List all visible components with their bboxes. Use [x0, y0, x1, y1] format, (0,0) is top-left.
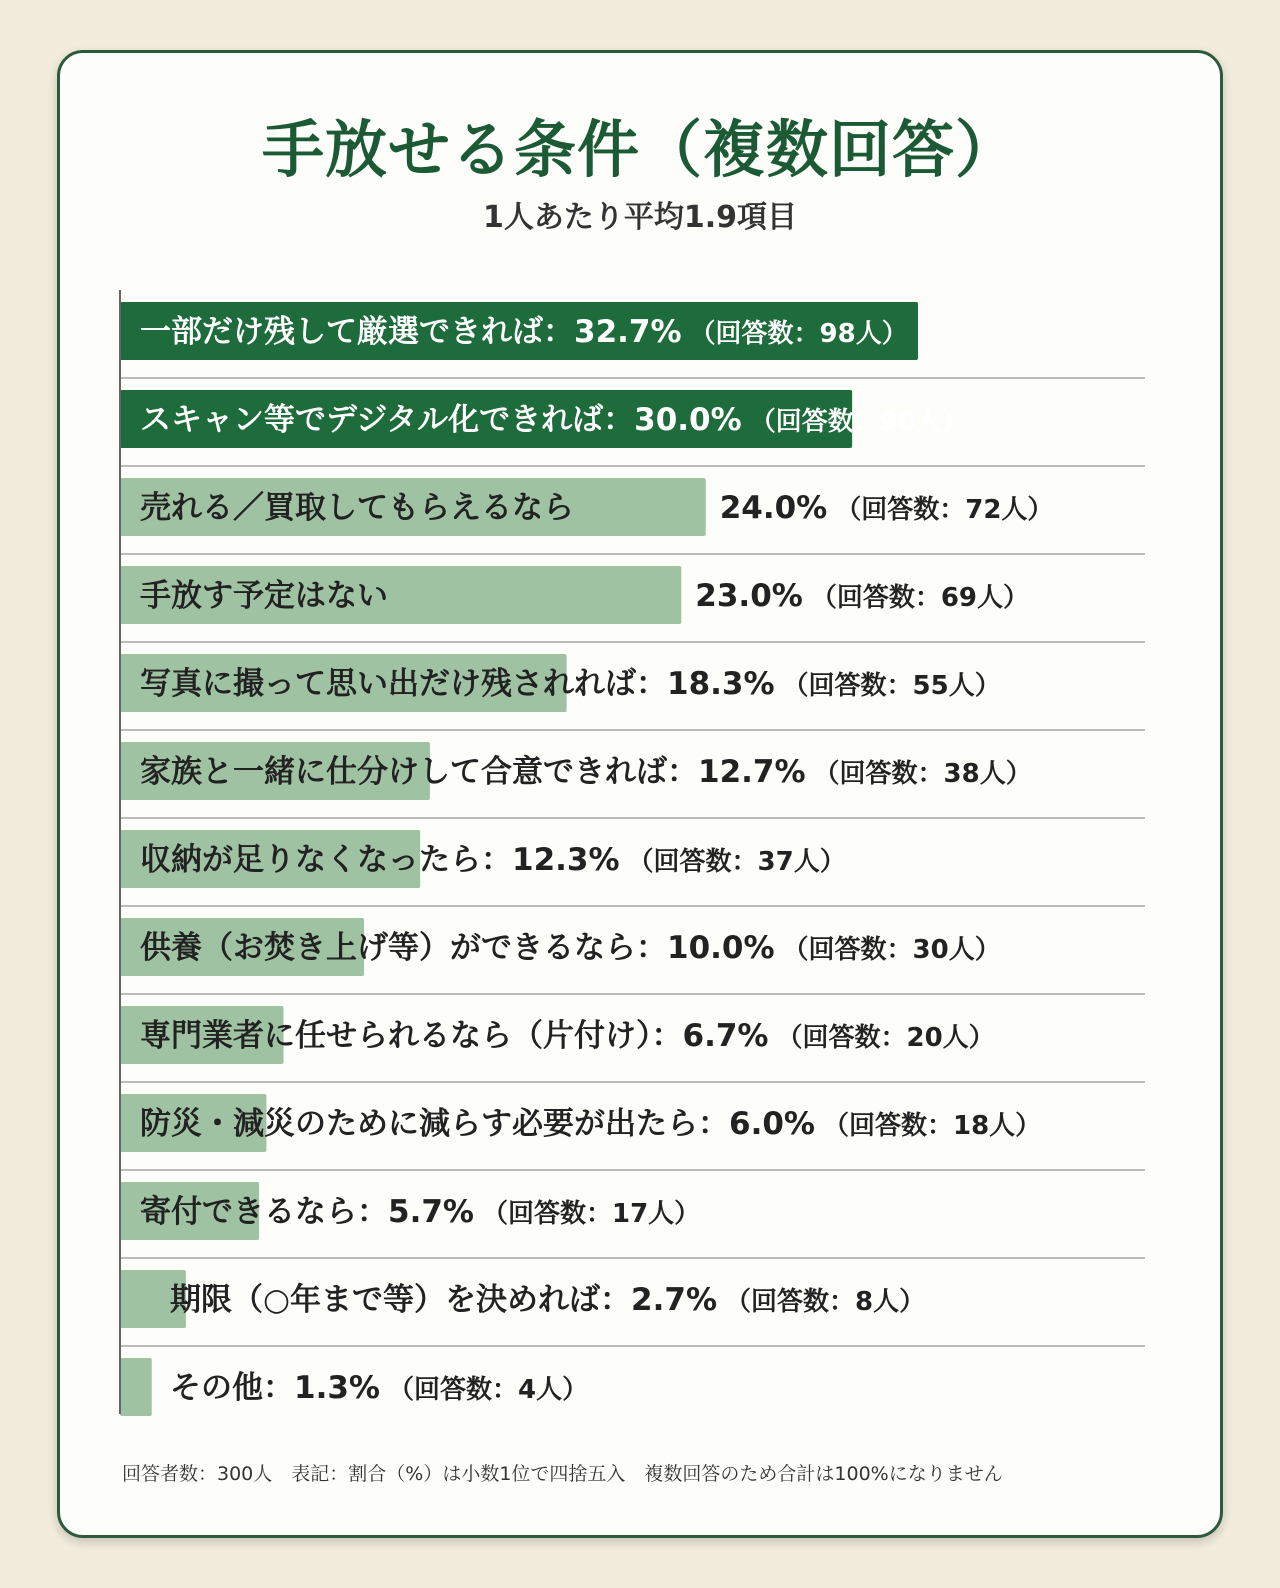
count-label-0: （回答数：98人）	[689, 319, 908, 349]
category-label-6: 収納が足りなくなったら：12.3%	[140, 842, 620, 878]
value-label-2: 24.0%	[719, 490, 828, 526]
bar-12	[120, 1358, 152, 1416]
count-label-2: （回答数：72人）	[835, 495, 1054, 525]
bar-label-1	[140, 402, 968, 438]
bar-label-10	[140, 1194, 700, 1230]
count-label-1: （回答数：90人）	[749, 407, 968, 437]
category-label-10: 寄付できるなら：5.7%	[140, 1194, 474, 1230]
category-label-3: 手放す予定はない	[140, 578, 388, 614]
category-label-7: 供養（お焚き上げ等）ができるなら：10.0%	[140, 930, 775, 966]
bar-label-9	[140, 1106, 1041, 1142]
count-label-8: （回答数：20人）	[776, 1023, 995, 1053]
count-label-5: （回答数：38人）	[813, 759, 1032, 789]
category-label-11: 期限（○年まで等）を決めれば：2.7%	[170, 1282, 718, 1318]
count-label-7: （回答数：30人）	[782, 935, 1001, 965]
count-label-4: （回答数：55人）	[782, 671, 1001, 701]
category-label-8: 専門業者に任せられるなら（片付け）：6.7%	[140, 1018, 769, 1054]
bar-label-7	[140, 930, 1001, 966]
count-label-11: （回答数：8人）	[725, 1287, 926, 1317]
category-label-5: 家族と一緒に仕分けして合意できれば：12.7%	[140, 754, 806, 790]
category-label-0: 一部だけ残して厳選できれば：32.7%	[140, 314, 682, 350]
category-label-2: 売れる／買取してもらえるなら	[140, 490, 574, 526]
count-label-12: （回答数：4人）	[387, 1375, 589, 1405]
category-label-1: スキャン等でデジタル化できれば：30.0%	[140, 402, 742, 438]
bar-label-4	[140, 666, 1001, 702]
count-label-9: （回答数：18人）	[822, 1111, 1042, 1141]
bar-label-8	[140, 1018, 995, 1054]
count-label-6: （回答数：37人）	[627, 847, 846, 877]
category-label-9: 防災・減災のために減らす必要が出たら：6.0%	[140, 1106, 815, 1142]
bar-label-0	[140, 314, 908, 350]
chart-title: 手放せる条件（複数回答）	[261, 113, 1018, 186]
chart-subtitle: 1人あたり平均1.9項目	[482, 200, 798, 235]
footnote: 回答者数：300人 表記：割合（%）は小数1位で四捨五入 複数回答のため合計は100%になりません	[122, 1463, 1003, 1485]
bar-label-12	[170, 1370, 588, 1406]
value-label-3: 23.0%	[695, 578, 803, 614]
count-label-10: （回答数：17人）	[481, 1199, 701, 1229]
category-label-4: 写真に撮って思い出だけ残されれば：18.3%	[140, 666, 775, 702]
bar-label-6	[140, 842, 846, 878]
count-label-3: （回答数：69人）	[810, 583, 1030, 613]
category-label-12: その他：1.3%	[170, 1370, 380, 1406]
bar-label-5	[140, 754, 1032, 790]
bar-label-11	[170, 1282, 925, 1318]
